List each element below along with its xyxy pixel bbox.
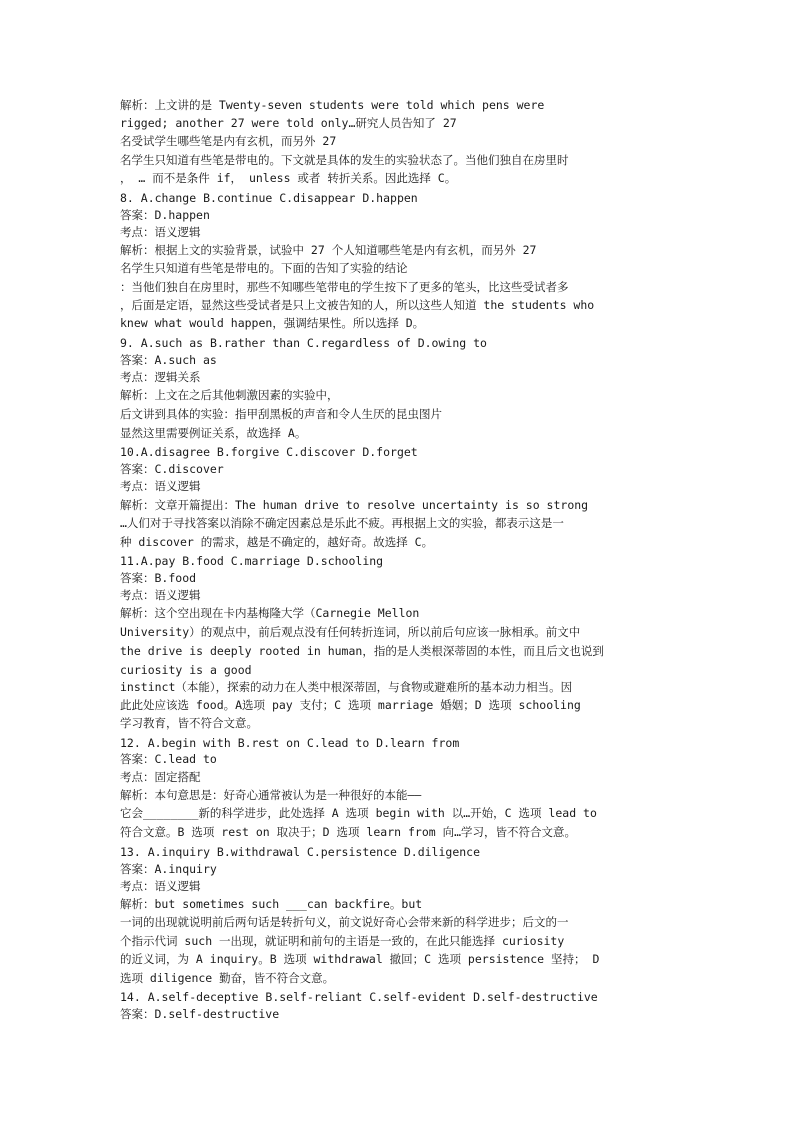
text-line: …人们对于寻找答案以消除不确定因素总是乐此不疲。再根据上文的实验，都表示这是一	[120, 516, 564, 530]
text-line: 后文讲到具体的实验：指甲刮黑板的声音和令人生厌的昆虫图片	[120, 407, 442, 421]
text-line: 显然这里需要例证关系，故选择 A。	[120, 426, 307, 440]
text-line: 学习教育，皆不符合文意。	[120, 716, 258, 730]
text-line: 选项 diligence 勤奋，皆不符合文意。	[120, 971, 335, 985]
answer-line: 答案：C.discover	[120, 462, 224, 476]
answer-line: 答案：A.inquiry	[120, 862, 217, 876]
text-line: 一词的出现就说明前后两句话是转折句义，前文说好奇心会带来新的科学进步；后文的一	[120, 915, 569, 929]
question-line: 10.A.disagree B.forgive C.discover D.forget	[120, 445, 418, 459]
topic-line: 考点：语义逻辑	[120, 588, 201, 602]
answer-line: 答案：D.self-destructive	[120, 1007, 280, 1021]
text-line: 解析：上文讲的是 Twenty-seven students were told which pens were	[120, 98, 545, 112]
topic-line: 考点：逻辑关系	[120, 370, 201, 384]
text-line: 解析：本句意思是：好奇心通常被认为是一种很好的本能——	[120, 788, 422, 802]
text-line: ， … 而不是条件 if， unless 或者 转折关系。因此选择 C。	[120, 171, 457, 185]
text-line: curiosity is a good	[120, 663, 252, 677]
question-line: 12. A.begin with B.rest on C.lead to D.learn from	[120, 736, 460, 750]
text-line: the drive is deeply rooted in human，指的是人类根深蒂固的本性，而且后文也说到	[120, 644, 604, 658]
text-line: 的近义词，为 A inquiry。B 选项 withdrawal 撤回；C 选项 persistence 坚持； D	[120, 952, 600, 966]
text-line: 它会________新的科学进步，此处选择 A 选项 begin with 以…开始，C 选项 lead to	[120, 806, 597, 820]
text-line: instinct（本能），探索的动力在人类中根深蒂固，与食物或避难所的基本动力相当。因	[120, 680, 573, 694]
text-line: 解析：上文在之后其他刺激因素的实验中，	[120, 388, 339, 402]
text-line: 个指示代词 such 一出现，就证明和前句的主语是一致的，在此只能选择 curiosity	[120, 934, 565, 948]
question-line: 9. A.such as B.rather than C.regardless of D.owing to	[120, 336, 487, 350]
answer-line: 答案：D.happen	[120, 208, 210, 222]
topic-line: 考点：语义逻辑	[120, 879, 201, 893]
text-line: 此此处应该选 food。A选项 pay 支付；C 选项 marriage 婚姻；D 选项 schooling	[120, 698, 581, 712]
topic-line: 考点：固定搭配	[120, 770, 201, 784]
text-line: 解析：文章开篇提出：The human drive to resolve uncertainty is so strong	[120, 498, 589, 512]
text-line: 名受试学生哪些笔是内有玄机，而另外 27	[120, 134, 337, 148]
text-line: ：当他们独自在房里时，那些不知哪些笔带电的学生按下了更多的笔头，比这些受试者多	[120, 280, 569, 294]
topic-line: 考点：语义逻辑	[120, 479, 201, 493]
text-line: 解析：but sometimes such ___can backfire。but	[120, 897, 423, 911]
question-line: 11.A.pay B.food C.marriage D.schooling	[120, 554, 384, 568]
text-line: 种 discover 的需求，越是不确定的，越好奇。故选择 C。	[120, 535, 434, 549]
answer-line: 答案：C.lead to	[120, 752, 217, 766]
answer-line: 答案：A.such as	[120, 353, 217, 367]
text-line: 解析：这个空出现在卡内基梅隆大学（Carnegie Mellon	[120, 606, 420, 620]
text-line: University）的观点中，前后观点没有任何转折连词，所以前后句应该一脉相承。前文中	[120, 625, 581, 639]
answer-line: 答案：B.food	[120, 571, 197, 585]
text-line: knew what would happen，强调结果性。所以选择 D。	[120, 316, 425, 330]
question-line: 8. A.change B.continue C.disappear D.happen	[120, 191, 418, 205]
text-line: rigged; another 27 were told only…研究人员告知了 27	[120, 116, 457, 130]
text-line: 解析：根据上文的实验背景，试验中 27 个人知道哪些笔是内有玄机，而另外 27	[120, 243, 537, 257]
text-line: 名学生只知道有些笔是带电的。下文就是具体的发生的实验状态了。当他们独自在房里时	[120, 153, 569, 167]
text-line: ，后面是定语，显然这些受试者是只上文被告知的人，所以这些人知道 the students who	[120, 298, 595, 312]
text-line: 名学生只知道有些笔是带电的。下面的告知了实验的结论	[120, 261, 408, 275]
topic-line: 考点：语义逻辑	[120, 225, 201, 239]
question-line: 14. A.self-deceptive B.self-reliant C.self-evident D.self-destructive	[120, 990, 598, 1004]
text-line: 符合文意。B 选项 rest on 取决于；D 选项 learn from 向…学习，皆不符合文意。	[120, 825, 577, 839]
question-line: 13. A.inquiry B.withdrawal C.persistence D.diligence	[120, 845, 481, 859]
